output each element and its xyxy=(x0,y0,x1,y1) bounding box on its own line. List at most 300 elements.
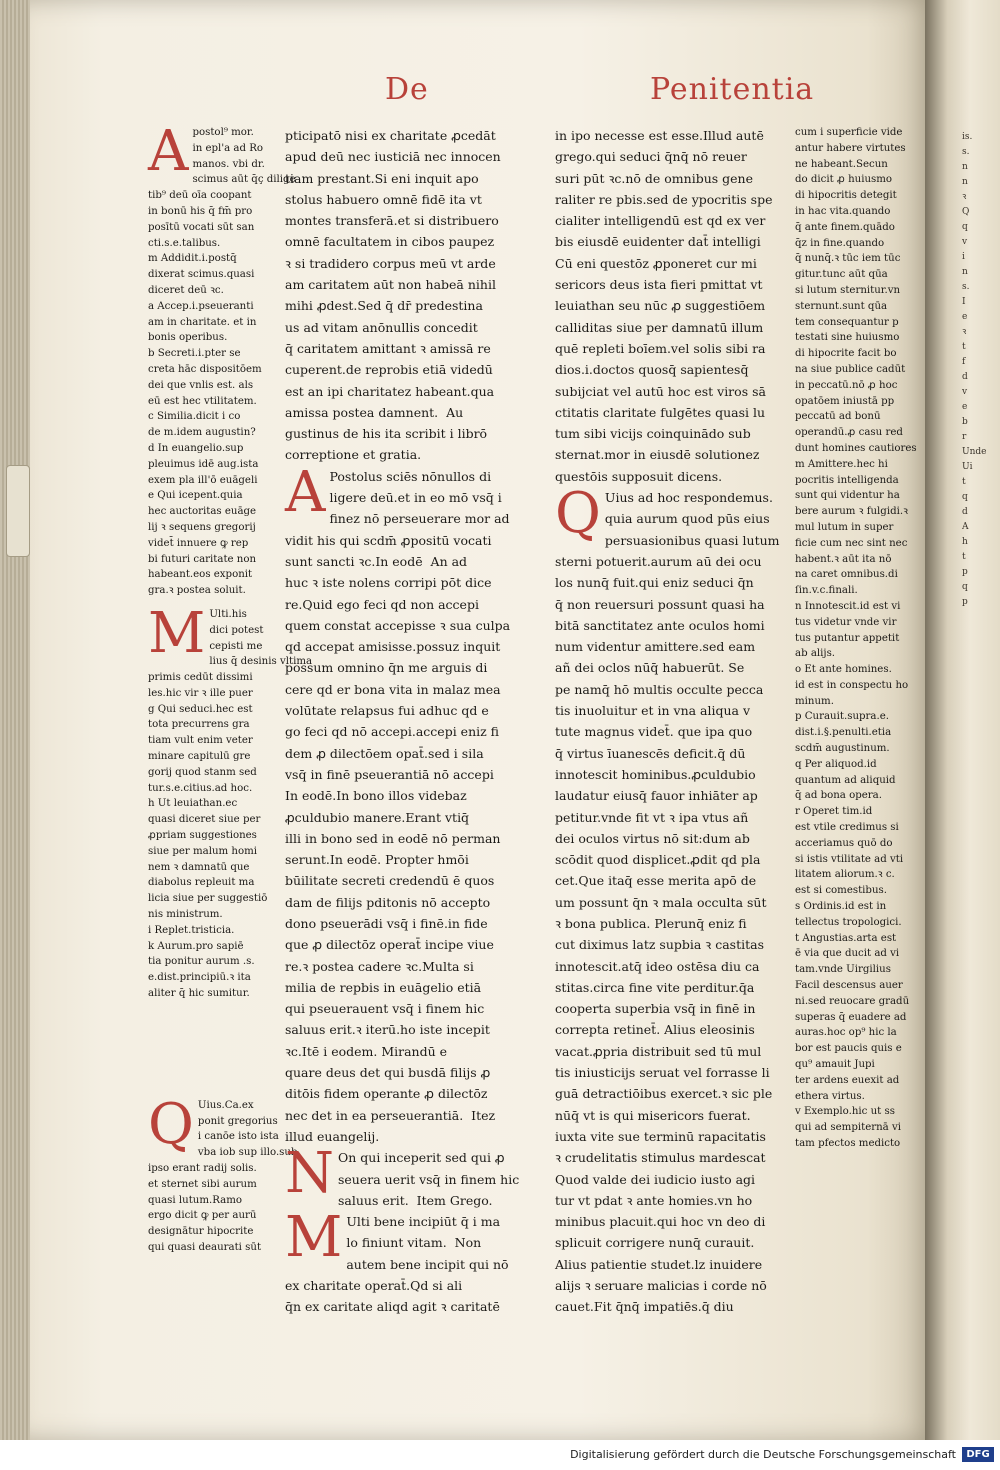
text-line: n Innotescit.id est vi xyxy=(795,600,901,612)
running-head-left: De xyxy=(385,72,429,107)
text-line: est an ipi charitatez habeant.qua xyxy=(285,383,495,399)
text-line: us ad vitam anōnullis concedit xyxy=(285,319,478,335)
text-line: di hipocritis detegit xyxy=(795,190,897,202)
text-line: q̄ ad bona opera. xyxy=(795,790,882,802)
text-line: f xyxy=(962,357,966,367)
text-line: go feci qd nō accepi.accepi eniz fi xyxy=(285,724,500,740)
text-block xyxy=(555,125,785,487)
text-line: huc ꝛ iste nolens corripi pōt dice xyxy=(285,575,492,591)
text-line: A xyxy=(962,522,969,532)
text-line: qui quasi deaurati sūt xyxy=(148,1242,262,1253)
text-line: correptione et gratia. xyxy=(285,447,422,463)
text-line: dono pseuerādi vsq̄ i finē.in fide xyxy=(285,915,488,931)
text-line: re.ꝛ postea cadere ꝛc.Multa si xyxy=(285,958,474,974)
text-line: m Amittere.hec hi xyxy=(795,458,888,470)
text-line: ponit gregorius xyxy=(197,1115,278,1127)
text-line: testati sine huiusmo xyxy=(795,332,900,344)
text-line: scdm̄ augustinum. xyxy=(795,743,890,755)
text-line: ē via que ducit ad vi xyxy=(795,948,900,960)
text-line: bis eiusdē euidenter dat̄ intelligi xyxy=(555,234,761,250)
text-line: dam de filijs pditonis nō accepto xyxy=(285,894,491,910)
text-line: dei que vnlis est. als xyxy=(148,379,254,391)
text-line: cet.Que itaq̄ esse merita apō de xyxy=(555,873,757,889)
text-line: ꝛ crudelitatis stimulus mardescat xyxy=(555,1150,766,1166)
text-line: bere aurum ꝛ fulgidi.ꝛ xyxy=(795,506,908,518)
text-line: omnē facultatem in cibos paupez xyxy=(285,234,495,250)
main-text-column-1 xyxy=(285,125,540,1318)
text-line: na siue publice cadūt xyxy=(795,363,906,375)
text-line: litatem aliorum.ꝛ c. xyxy=(795,869,895,881)
text-line: qu⁹ amauit Jupi xyxy=(795,1059,875,1071)
text-line: si lutum sternitur.vn xyxy=(795,284,901,296)
text-line: r Operet tim.id xyxy=(795,806,873,818)
text-line: leuiathan seu nūc ꝓ suggestiōem xyxy=(555,298,766,314)
text-line: num videntur amittere.sed eam xyxy=(555,639,756,655)
text-line: vba iob sup illo.sub xyxy=(197,1147,298,1159)
text-line: quantum ad aliquid xyxy=(795,774,896,786)
text-line: les.hic vir ꝛ ille puer xyxy=(148,687,253,699)
text-line: ergo dicit ꝙ per aurū xyxy=(148,1210,257,1222)
text-line: gitur.tunc aūt qūa xyxy=(795,269,888,281)
text-line: correpta retinet̄. Alius eleosinis xyxy=(555,1022,755,1038)
text-line: v Exemplo.hic ut ss xyxy=(795,1106,895,1118)
gloss-left-block-1 xyxy=(148,119,296,599)
text-line: am in charitate. et in xyxy=(148,316,257,328)
text-line: scimus aūt q̄ҫ dilige xyxy=(192,174,296,186)
text-line: tib⁹ deū oīa coopant xyxy=(148,190,252,202)
text-line: calliditas siue per damnatū illum xyxy=(555,319,764,335)
text-line: operandū.ꝓ casu red xyxy=(795,427,903,439)
text-line: pticipatō nisi ex charitate ꝓcedāt xyxy=(285,128,496,143)
text-line: si istis vtilitate ad vti xyxy=(795,853,904,865)
text-block xyxy=(555,481,785,1318)
text-line: i Replet.tristicia. xyxy=(148,924,235,936)
gloss-column-right xyxy=(795,125,925,1152)
text-line: id est in conspectu ho xyxy=(795,679,909,691)
dfg-logo: DFG xyxy=(962,1447,994,1462)
text-line: On qui inceperit sed qui ꝓ xyxy=(338,1150,505,1166)
text-line: petitur.vnde fit vt ꝛ ipa vtus añ xyxy=(555,809,749,825)
text-line: superas q̄ euadere ad xyxy=(795,1011,907,1023)
text-line: cut diximus latz supbia ꝛ castitas xyxy=(555,937,764,953)
text-line: ꝓpriam suggestiones xyxy=(148,830,257,842)
text-line: e Qui icepent.quia xyxy=(148,490,243,502)
text-line: innotescit.atq̄ ideo ostēsa diu ca xyxy=(555,958,760,974)
text-line: cauet.Fit q̄nq̄ impatiēs.q̄ diu xyxy=(555,1299,734,1315)
text-line: montes transferā.et si distribuero xyxy=(285,213,499,229)
text-line: Alius patientie studet.lz inuidere xyxy=(555,1256,763,1272)
text-line: q xyxy=(962,582,968,592)
text-line: n xyxy=(962,162,968,172)
text-line: grego.qui seduci q̄nq̄ nō reuer xyxy=(555,149,747,165)
text-line: tia ponitur aurum .s. xyxy=(148,956,255,968)
initial-letter: Q xyxy=(148,1091,194,1157)
text-line: tis iniusticijs seruat vel forrasse li xyxy=(555,1065,770,1081)
text-line: ꝛ xyxy=(962,192,967,202)
text-line: tus putantur appetit xyxy=(795,632,900,644)
text-line: et sternet sibi aurum xyxy=(148,1178,257,1190)
text-line: quē repleti boīem.vel solis sibi ra xyxy=(555,340,766,356)
text-line: ctitatis claritate fulgētes quasi lu xyxy=(555,404,766,420)
text-line: tur vt pdat ꝛ ante homies.vn ho xyxy=(555,1192,753,1208)
text-line: vidit his qui scdm̄ ꝓpositū vocati xyxy=(285,532,492,548)
text-line: r xyxy=(962,432,967,442)
text-line: sunt sancti ꝛc.In eodē An ad xyxy=(285,553,468,569)
text-line: tis inuoluitur et in vna aliqua v xyxy=(555,703,751,719)
text-line: quare deus det qui busdā filijs ꝓ xyxy=(285,1065,491,1081)
text-line: is. xyxy=(962,132,973,142)
text-line: ni.sed reuocare gradū xyxy=(795,995,910,1007)
text-line: p Curauit.supra.e. xyxy=(795,711,889,723)
text-line: o Et ante homines. xyxy=(795,664,892,676)
text-line: ꝛ xyxy=(962,327,967,337)
text-line: Uius.Ca.ex xyxy=(197,1099,254,1111)
text-line: ter ardens euexit ad xyxy=(795,1074,900,1086)
text-line: ex charitate operat̄.Qd si ali xyxy=(285,1278,463,1294)
text-line: q̄ non reuersuri possunt quasi ha xyxy=(555,596,765,612)
text-line: subijciat vel autū hoc est viros sā xyxy=(555,383,766,399)
text-line: dixerat scimus.quasi xyxy=(148,269,255,281)
text-line: cum i superficie vide xyxy=(795,127,903,138)
text-line: k Aurum.pro sapiē xyxy=(148,940,244,952)
text-line: minum. xyxy=(795,695,834,707)
text-line: pleuimus idē aug.ista xyxy=(148,458,259,470)
text-line: cialiter intelligendū est qd ex ver xyxy=(555,213,766,229)
text-line: h Ut leuiathan.ec xyxy=(148,798,238,810)
text-line: q̄ caritatem amittant ꝛ amissā re xyxy=(285,340,491,356)
text-line: q xyxy=(962,492,968,502)
text-line: de m.idem augustin? xyxy=(148,427,256,439)
text-line: tem consequantur p xyxy=(795,316,899,328)
book-clip xyxy=(6,465,30,557)
text-line: c Similia.dicit i co xyxy=(148,411,241,423)
text-line: v xyxy=(962,387,968,397)
text-line: bor est paucis quis e xyxy=(795,1043,902,1055)
text-line: milia de repbis in euāgelio etiā xyxy=(285,979,482,995)
text-line: mul lutum in super xyxy=(795,521,894,533)
text-line: creta hāc dispositōem xyxy=(148,363,262,375)
text-line: tiam prestant.Si eni inquit apo xyxy=(285,170,479,186)
text-line: Cū eni questōz ꝓponeret cur mi xyxy=(555,255,757,271)
text-line: volūtate relapsus fui adhuc qd e xyxy=(285,703,489,719)
text-line: cepisti me xyxy=(209,640,263,652)
text-line: pocritis intelligenda xyxy=(795,474,899,486)
text-line: tellectus tropologici. xyxy=(795,916,902,928)
text-line: ipso erant radij solis. xyxy=(148,1163,257,1175)
text-line: videt̄ innuere ꝙ rep xyxy=(148,537,249,549)
text-line: est vtile credimus si xyxy=(795,822,899,834)
text-line: dios.i.doctos quosq̄ sapientesq̄ xyxy=(555,362,749,378)
text-line: do dicit ꝓ huiusmo xyxy=(795,174,893,186)
initial-letter: M xyxy=(148,600,206,666)
text-line: scōdit quod displicet.ꝓdit qd pla xyxy=(555,852,761,868)
text-line: quasi diceret siue per xyxy=(148,814,261,826)
text-line: ſin.v.c.finali. xyxy=(795,585,858,597)
text-line: licia siue per suggestiō xyxy=(148,893,268,905)
text-line: primis cedūt dissimi xyxy=(148,672,253,684)
text-line: finez nō perseuerare mor ad xyxy=(329,511,510,527)
text-line: a Accep.i.pseueranti xyxy=(148,300,254,312)
text-line: splicuit corrigere nunq̄ curauit. xyxy=(555,1235,755,1251)
text-line: in ipo necesse est esse.Illud autē xyxy=(555,128,764,143)
text-line: possum omnino q̄n me arguis di xyxy=(285,660,488,676)
text-line: exem pla ill'ō euāgeli xyxy=(148,474,258,486)
text-line: g Qui seduci.hec est xyxy=(148,703,253,715)
text-line: t Angustias.arta est xyxy=(795,932,897,944)
text-line: nūq̄ vt is qui misericors fuerat. xyxy=(555,1107,751,1123)
text-line: hec auctoritas euāge xyxy=(148,506,257,518)
text-line: stitas.circa fine vite perditur.q̄a xyxy=(555,979,755,995)
text-line: ꝛ si tradidero corpus meū vt arde xyxy=(285,255,496,271)
text-line: ditōis fidem operante ꝓ dilectōz xyxy=(285,1086,488,1102)
text-line: ficie cum nec sint nec xyxy=(795,537,908,549)
text-line: cooperta superbia vsq̄ in finē in xyxy=(555,1001,756,1017)
text-line: tota precurrens gra xyxy=(148,719,250,731)
text-line: b Secreti.i.pter se xyxy=(148,348,241,360)
text-line: vsq̄ in finē pseuerantiā nō accepi xyxy=(285,766,494,782)
text-line: peccatū ad bonū xyxy=(795,411,881,423)
text-line: sterni potuerit.aurum aū dei ocu xyxy=(555,553,762,569)
text-line: dei oculos virtus nō sit:dum ab xyxy=(555,830,750,846)
text-line: q̄z in fine.quando xyxy=(795,237,885,249)
text-line: t xyxy=(962,477,966,487)
text-line: d xyxy=(962,372,968,382)
text-line: Unde xyxy=(962,447,987,457)
text-line: innotescit hominibus.ꝓculdubio xyxy=(555,766,756,782)
text-line: e.dist.principiū.ꝛ ita xyxy=(148,972,251,984)
text-line: Ulti.his xyxy=(209,608,247,620)
initial-letter: Q xyxy=(555,481,601,547)
text-line: Uius ad hoc respondemus. xyxy=(604,490,773,506)
text-line: diceret deū ꝛc. xyxy=(148,284,224,296)
text-line: ethera virtus. xyxy=(795,1090,865,1102)
text-line: I xyxy=(962,297,966,307)
text-line: h xyxy=(962,537,968,547)
text-line: antur habere virtutes xyxy=(795,142,906,154)
text-line: alijs ꝛ seruare malicias i corde nō xyxy=(555,1278,767,1294)
text-line: na caret omnibus.di xyxy=(795,569,898,581)
text-line: Ui xyxy=(962,462,973,472)
initial-letter: M xyxy=(285,1205,343,1271)
text-line: diabolus repleuit ma xyxy=(148,877,255,889)
text-line: tus videtur vnde vir xyxy=(795,616,897,628)
text-line: iuxta vite sue terminū rapacitatis xyxy=(555,1128,766,1144)
text-line: cere qd er bona vita in malaz mea xyxy=(285,681,501,697)
text-line: lius q̄ desinis vltima xyxy=(209,656,313,668)
text-line: ꝓculdubio manere.Erant vtiq̄ xyxy=(285,809,470,825)
text-line: s. xyxy=(962,282,970,292)
text-line: q̄ virtus īuanescēs deficit.q̄ dū xyxy=(555,745,746,761)
text-line: di hipocrite facit bo xyxy=(795,348,897,360)
text-line: minibus placuit.qui hoc vn deo di xyxy=(555,1214,766,1230)
initial-letter: A xyxy=(148,119,189,184)
text-line: postol⁹ mor. xyxy=(192,127,254,138)
initial-letter: A xyxy=(285,459,326,525)
text-line: re.Quid ego feci qd non accepi xyxy=(285,596,479,612)
text-line: Quod valde dei iudicio iusto agi xyxy=(555,1171,756,1187)
text-line: sunt qui videntur ha xyxy=(795,490,900,502)
text-line: questōis supposuit dicens. xyxy=(555,468,723,484)
text-line: pe namq̄ hō multis occulte pecca xyxy=(555,681,764,697)
text-line: saluus erit. Item Grego. xyxy=(338,1192,493,1208)
text-block xyxy=(285,459,540,1148)
text-line: sericors deus ista fieri pmittat vt xyxy=(555,277,763,293)
text-line: los nunq̄ fuit.qui eniz seduci q̄n xyxy=(555,575,754,591)
text-line: opatōem iniustā pp xyxy=(795,395,895,407)
text-line: Postolus sciēs nōnullos di xyxy=(329,468,492,484)
text-line: lij ꝛ sequens gregorij xyxy=(148,521,256,533)
text-line: gra.ꝛ postea soluit. xyxy=(148,585,246,597)
text-line: habent.ꝛ aūt ita nō xyxy=(795,553,892,565)
text-line: in peccatū.nō ꝓ hoc xyxy=(795,379,898,391)
text-line: eū est hec vtilitatem. xyxy=(148,395,257,407)
text-line: dem ꝓ dilectōem opat̄.sed i sila xyxy=(285,745,484,761)
text-line: dici potest xyxy=(209,624,264,636)
text-line: s Ordinis.id est in xyxy=(795,901,887,913)
text-line: tur.s.e.citius.ad hoc. xyxy=(148,782,253,794)
text-line: sternunt.sunt qūa xyxy=(795,300,888,312)
text-line: cti.s.e.talibus. xyxy=(148,237,221,249)
text-line: raliter re pbis.sed de ypocritis spe xyxy=(555,191,773,207)
text-line: amissa postea damnent. Au xyxy=(285,404,464,420)
text-line: Q xyxy=(962,207,970,217)
text-line: d In euangelio.sup xyxy=(148,442,244,454)
text-line: s. xyxy=(962,147,970,157)
text-line: persuasionibus quasi lutum xyxy=(604,532,780,548)
text-line: apud deū nec iusticiā nec innocen xyxy=(285,149,501,165)
text-block xyxy=(285,125,540,466)
text-line: e xyxy=(962,312,968,322)
text-line: bitā sanctitatez ante oculos homi xyxy=(555,617,765,633)
text-line: ab alijs. xyxy=(795,648,836,660)
text-line: quasi lutum.Ramo xyxy=(148,1194,243,1206)
gloss-left-block-2 xyxy=(148,600,313,1002)
text-line: quem constat accepisse ꝛ sua culpa xyxy=(285,617,511,633)
text-line: in bonū his q̄ fm̄ pro xyxy=(148,205,253,217)
text-line: Ulti bene incipiūt q̄ i ma xyxy=(346,1214,501,1230)
text-line: d xyxy=(962,507,968,517)
text-line: nem ꝛ damnatū que xyxy=(148,861,250,873)
text-line: quia aurum quod pūs eius xyxy=(604,511,770,527)
text-line: posītū vocati sūt san xyxy=(148,221,255,233)
text-line: est si comestibus. xyxy=(795,885,887,897)
text-line: t xyxy=(962,342,966,352)
text-line: designātur hipocrite xyxy=(148,1226,254,1238)
text-line: tum sibi vicijs coinquinādo sub xyxy=(555,426,751,442)
text-line: acceriamus quō do xyxy=(795,837,893,849)
text-line: būilitate secreti credendū ē quos xyxy=(285,873,495,889)
text-line: guā detractiōibus exercet.ꝛ sic ple xyxy=(555,1086,773,1102)
text-line: gorij quod stanm sed xyxy=(148,766,257,778)
text-line: que ꝓ dilectōz operat̄ incipe viue xyxy=(285,937,494,953)
text-line: aliter q̄ hic sumitur. xyxy=(148,988,250,1000)
text-line: habeant.eos exponit xyxy=(148,569,253,581)
text-line: minare capitulū gre xyxy=(148,751,251,763)
text-line: qui pseuerauent vsq̄ i finem hic xyxy=(285,1001,485,1017)
text-line: illi in bono sed in eodē nō perman xyxy=(285,830,501,846)
text-line: q Per aliquod.id xyxy=(795,758,877,770)
text-line: in hac vita.quando xyxy=(795,205,891,217)
text-line: ne habeant.Secun xyxy=(795,158,888,170)
text-line: saluus erit.ꝛ iterū.ho iste incepit xyxy=(285,1022,490,1038)
text-line: q̄n ex caritate aliqd agit ꝛ caritatē xyxy=(285,1299,500,1315)
main-text-column-2 xyxy=(555,125,785,1318)
text-line: cuperent.de reprobis etiā videdū xyxy=(285,362,493,378)
text-line: p xyxy=(962,597,968,607)
text-line: e xyxy=(962,402,968,412)
gloss-column-left xyxy=(148,119,313,1256)
text-line: m Addidit.i.postq̄ xyxy=(148,253,237,265)
text-line: suri pūt ꝛc.nō de omnibus gene xyxy=(555,170,753,186)
text-line: in epl'a ad Ro xyxy=(192,142,264,154)
text-line: bonis operibus. xyxy=(148,332,228,344)
running-head-right: Penitentia xyxy=(650,72,815,107)
text-line: t xyxy=(962,552,966,562)
text-line: am caritatem aūt non habeā nihil xyxy=(285,277,496,293)
text-line: autem bene incipit qui nō xyxy=(346,1256,509,1272)
text-line: stolus habuero omnē fidē ita vt xyxy=(285,191,482,207)
text-line: tam.vnde Uirgilius xyxy=(795,964,891,976)
initial-letter: N xyxy=(285,1141,334,1207)
text-line: dist.i.§.penulti.etia xyxy=(795,727,892,739)
text-line: siue per malum homi xyxy=(148,845,258,857)
text-line: mihi ꝓdest.Sed q̄ dr̄ predestina xyxy=(285,298,483,314)
text-line: tiam vult enim veter xyxy=(148,735,253,747)
text-line: gustinus de his ita scribit i librō xyxy=(285,426,488,442)
text-line: q xyxy=(962,222,968,232)
text-line: i canōe isto ista xyxy=(197,1131,279,1143)
text-line: lo finiunt vitam. Non xyxy=(346,1235,482,1251)
text-line: qui ad sempiternā vi xyxy=(795,1122,901,1134)
text-line: Facil descensus auer xyxy=(795,980,903,992)
text-line: In eodē.In bono illos videbaz xyxy=(285,788,467,804)
text-line: illud euangelij. xyxy=(285,1128,380,1144)
facing-page-text xyxy=(962,130,998,1280)
text-line: serunt.In eodē. Propter hmōi xyxy=(285,852,469,868)
text-line: ligere deū.et in eo mō vsq̄ i xyxy=(329,490,502,506)
footer-bar xyxy=(0,1440,1000,1470)
text-line: tam pfectos medicto xyxy=(795,1138,901,1149)
text-line: q̄ ante finem.quādo xyxy=(795,221,895,233)
text-line: auras.hoc op⁹ hic la xyxy=(795,1027,897,1039)
text-line: bi futuri caritate non xyxy=(148,553,257,565)
funding-credit: Digitalisierung gefördert durch die Deutsche Forschungsgemeinschaft xyxy=(570,1448,956,1461)
text-line: nis ministrum. xyxy=(148,909,223,921)
text-line: n xyxy=(962,267,968,277)
text-line: um possunt q̄n ꝛ mala occulta sūt xyxy=(555,894,767,910)
text-line: qd accepat amisisse.possuz inquit xyxy=(285,639,501,655)
text-line: n xyxy=(962,177,968,187)
text-line: tute magnus videt̄. que ipa quo xyxy=(555,724,753,740)
page-edge-left xyxy=(0,0,30,1440)
text-line: v xyxy=(962,237,968,247)
text-line: q̄ nunq̄.ꝛ tūc iem tūc xyxy=(795,253,901,265)
text-line: p xyxy=(962,567,968,577)
text-line: dunt homines cautiores xyxy=(795,442,917,454)
text-line: añ dei oclos nūq̄ habuerūt. Se xyxy=(555,660,745,676)
text-line: ꝛ bona publica. Plerunq̄ eniz fi xyxy=(555,915,747,931)
text-line: b xyxy=(962,417,968,427)
text-line: manos. vbi dr. xyxy=(192,158,265,170)
text-line: i xyxy=(962,252,965,262)
text-line: ꝛc.Itē i eodem. Mirandū e xyxy=(285,1043,448,1059)
text-line: vacat.ꝓpria distribuit sed tū mul xyxy=(555,1043,762,1059)
text-line: seuera uerit vsq̄ in finem hic xyxy=(338,1171,520,1187)
text-line: nec det in ea perseuerantiā. Itez xyxy=(285,1107,496,1123)
gloss-right-block xyxy=(795,125,925,1152)
text-line: sternat.mor in eiusdē solutionez xyxy=(555,447,760,463)
text-line: laudatur eiusq̄ fauor inhiāter ap xyxy=(555,788,758,804)
